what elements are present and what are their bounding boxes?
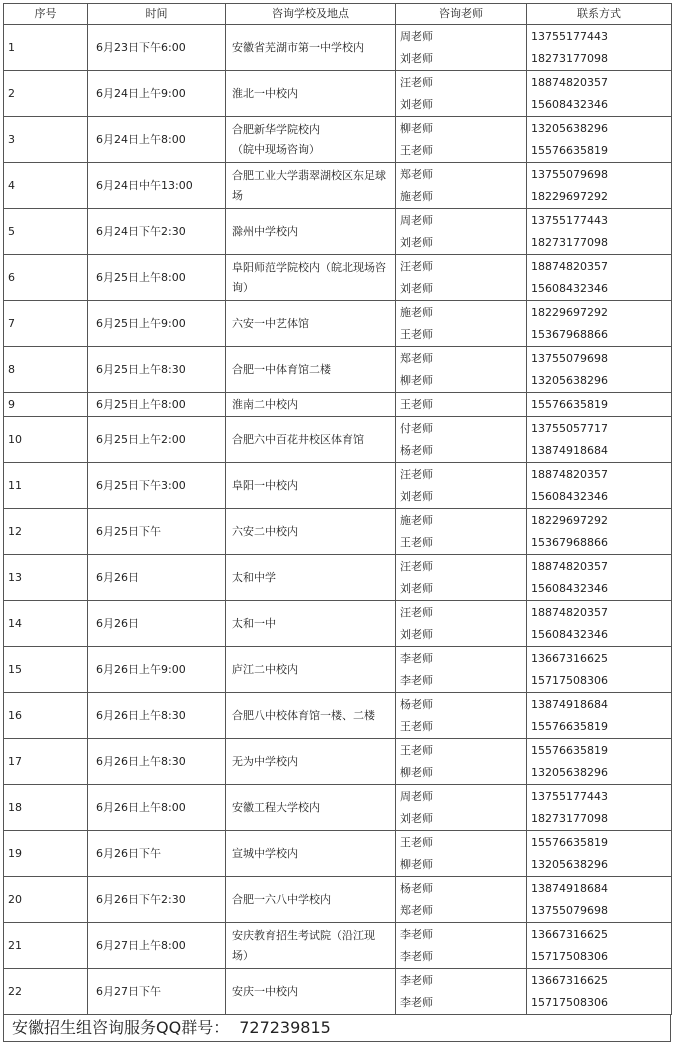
table-row: [4, 785, 672, 831]
phone-number: 13205638296: [531, 121, 608, 135]
phone-number: 18229697292: [531, 305, 608, 319]
row-number: 1: [4, 25, 88, 71]
row-number: 3: [4, 117, 88, 163]
header-place: 咨询学校及地点: [226, 4, 396, 25]
row-number: 8: [4, 347, 88, 393]
table-row: [4, 969, 672, 1015]
teacher-name: 王老师: [400, 719, 433, 733]
teacher-name: 王老师: [400, 535, 433, 549]
row-phones: [527, 509, 672, 555]
row-teachers: [396, 163, 527, 209]
teacher-name: 汪老师: [400, 467, 433, 481]
phone-number: 15576635819: [531, 743, 608, 757]
row-phones: [527, 463, 672, 509]
phone-number: 18229697292: [531, 513, 608, 527]
teacher-name: 王老师: [400, 835, 433, 849]
phone-number: 13755079698: [531, 351, 608, 365]
row-teachers: [396, 117, 527, 163]
row-teachers: [396, 555, 527, 601]
row-number: 21: [4, 923, 88, 969]
row-place: 六安一中艺体馆: [226, 301, 396, 347]
table-row: [4, 831, 672, 877]
row-phones: [527, 71, 672, 117]
row-number: 6: [4, 255, 88, 301]
row-time: 6月26日上午8:00: [88, 785, 226, 831]
row-time: 6月26日上午9:00: [88, 647, 226, 693]
row-teachers: [396, 25, 527, 71]
row-time: 6月23日下午6:00: [88, 25, 226, 71]
teacher-name: 杨老师: [400, 443, 433, 457]
phone-number: 18273177098: [531, 235, 608, 249]
row-phones: [527, 347, 672, 393]
teacher-name: 周老师: [400, 213, 433, 227]
row-number: 16: [4, 693, 88, 739]
phone-number: 18874820357: [531, 559, 608, 573]
table-row: [4, 347, 672, 393]
phone-number: 13667316625: [531, 651, 608, 665]
phone-number: 13205638296: [531, 857, 608, 871]
row-phones: [527, 555, 672, 601]
teacher-name: 王老师: [400, 743, 433, 757]
row-phones: [527, 739, 672, 785]
row-phones: [527, 969, 672, 1015]
teacher-name: 汪老师: [400, 559, 433, 573]
row-place: 安徽工程大学校内: [226, 785, 396, 831]
teacher-name: 刘老师: [400, 235, 433, 249]
row-time: 6月24日上午9:00: [88, 71, 226, 117]
table-row: [4, 923, 672, 969]
row-teachers: [396, 831, 527, 877]
phone-number: 13755079698: [531, 167, 608, 181]
row-place: 太和中学: [226, 555, 396, 601]
phone-number: 15576635819: [531, 397, 608, 411]
phone-number: 15608432346: [531, 627, 608, 641]
row-time: 6月25日上午2:00: [88, 417, 226, 463]
row-time: 6月25日上午8:00: [88, 255, 226, 301]
teacher-name: 郑老师: [400, 167, 433, 181]
table-row: [4, 739, 672, 785]
row-teachers: [396, 347, 527, 393]
table-row: [4, 693, 672, 739]
phone-number: 13667316625: [531, 927, 608, 941]
row-time: 6月27日下午: [88, 969, 226, 1015]
row-time: 6月25日上午8:00: [88, 393, 226, 417]
row-phones: [527, 393, 672, 417]
phone-number: 15576635819: [531, 143, 608, 157]
phone-number: 18874820357: [531, 259, 608, 273]
teacher-name: 施老师: [400, 513, 433, 527]
row-phones: [527, 601, 672, 647]
row-teachers: [396, 71, 527, 117]
row-number: 9: [4, 393, 88, 417]
row-time: 6月24日中午13:00: [88, 163, 226, 209]
teacher-name: 周老师: [400, 789, 433, 803]
teacher-name: 汪老师: [400, 259, 433, 273]
row-time: 6月26日下午: [88, 831, 226, 877]
phone-number: 18874820357: [531, 75, 608, 89]
row-number: 2: [4, 71, 88, 117]
teacher-name: 柳老师: [400, 121, 433, 135]
phone-number: 13755177443: [531, 789, 608, 803]
header-row: [4, 4, 672, 25]
row-teachers: [396, 739, 527, 785]
table-row: [4, 509, 672, 555]
row-time: 6月26日: [88, 601, 226, 647]
teacher-name: 郑老师: [400, 351, 433, 365]
teacher-name: 柳老师: [400, 373, 433, 387]
row-teachers: [396, 255, 527, 301]
teacher-name: 刘老师: [400, 97, 433, 111]
consultation-schedule-table: [3, 3, 672, 1015]
row-time: 6月25日上午8:30: [88, 347, 226, 393]
row-place: 六安二中校内: [226, 509, 396, 555]
table-row: [4, 255, 672, 301]
row-teachers: [396, 393, 527, 417]
table-row: [4, 25, 672, 71]
teacher-name: 王老师: [400, 327, 433, 341]
row-place: 合肥工业大学翡翠湖校区东足球场: [226, 163, 396, 209]
row-time: 6月26日: [88, 555, 226, 601]
row-time: 6月24日上午8:00: [88, 117, 226, 163]
row-place: 安庆教育招生考试院（沿江现场）: [226, 923, 396, 969]
phone-number: 15576635819: [531, 719, 608, 733]
row-place: 淮北一中校内: [226, 71, 396, 117]
row-place: 合肥八中校体育馆一楼、二楼: [226, 693, 396, 739]
row-place: 安庆一中校内: [226, 969, 396, 1015]
row-number: 10: [4, 417, 88, 463]
teacher-name: 杨老师: [400, 881, 433, 895]
table-row: [4, 601, 672, 647]
row-place: 阜阳一中校内: [226, 463, 396, 509]
phone-number: 18874820357: [531, 605, 608, 619]
teacher-name: 刘老师: [400, 51, 433, 65]
row-number: 22: [4, 969, 88, 1015]
row-phones: [527, 693, 672, 739]
row-number: 19: [4, 831, 88, 877]
row-phones: [527, 877, 672, 923]
row-place: 宣城中学校内: [226, 831, 396, 877]
table-row: [4, 209, 672, 255]
table-row: [4, 463, 672, 509]
phone-number: 13755177443: [531, 29, 608, 43]
row-place: 滁州中学校内: [226, 209, 396, 255]
row-place: 合肥六中百花井校区体育馆: [226, 417, 396, 463]
table-body: [4, 25, 672, 1015]
qq-group-number: 727239815: [239, 1018, 331, 1037]
teacher-name: 杨老师: [400, 697, 433, 711]
row-phones: [527, 117, 672, 163]
phone-number: 15608432346: [531, 581, 608, 595]
row-number: 5: [4, 209, 88, 255]
teacher-name: 汪老师: [400, 75, 433, 89]
phone-number: 18273177098: [531, 51, 608, 65]
teacher-name: 李老师: [400, 673, 433, 687]
table-row: [4, 877, 672, 923]
row-teachers: [396, 877, 527, 923]
teacher-name: 刘老师: [400, 489, 433, 503]
row-number: 7: [4, 301, 88, 347]
row-teachers: [396, 463, 527, 509]
table-row: [4, 301, 672, 347]
table-row: [4, 117, 672, 163]
row-time: 6月25日上午9:00: [88, 301, 226, 347]
row-teachers: [396, 301, 527, 347]
phone-number: 15367968866: [531, 535, 608, 549]
header-number: 序号: [4, 4, 88, 25]
phone-number: 13874918684: [531, 881, 608, 895]
phone-number: 15608432346: [531, 281, 608, 295]
row-time: 6月26日下午2:30: [88, 877, 226, 923]
row-teachers: [396, 601, 527, 647]
phone-number: 15367968866: [531, 327, 608, 341]
phone-number: 15576635819: [531, 835, 608, 849]
teacher-name: 施老师: [400, 305, 433, 319]
row-place: 合肥新华学院校内 （皖中现场咨询）: [226, 117, 396, 163]
teacher-name: 付老师: [400, 421, 433, 435]
row-place: 无为中学校内: [226, 739, 396, 785]
teacher-name: 郑老师: [400, 903, 433, 917]
table-row: [4, 555, 672, 601]
phone-number: 13755177443: [531, 213, 608, 227]
row-number: 11: [4, 463, 88, 509]
row-phones: [527, 831, 672, 877]
row-number: 17: [4, 739, 88, 785]
teacher-name: 刘老师: [400, 627, 433, 641]
row-number: 12: [4, 509, 88, 555]
teacher-name: 施老师: [400, 189, 433, 203]
row-place: 庐江二中校内: [226, 647, 396, 693]
teacher-name: 王老师: [400, 143, 433, 157]
teacher-name: 柳老师: [400, 765, 433, 779]
table-row: [4, 647, 672, 693]
row-teachers: [396, 417, 527, 463]
phone-number: 13874918684: [531, 443, 608, 457]
row-phones: [527, 209, 672, 255]
teacher-name: 刘老师: [400, 281, 433, 295]
row-phones: [527, 923, 672, 969]
teacher-name: 李老师: [400, 995, 433, 1009]
row-phones: [527, 25, 672, 71]
row-place: 合肥一中体育馆二楼: [226, 347, 396, 393]
teacher-name: 刘老师: [400, 581, 433, 595]
teacher-name: 王老师: [400, 397, 433, 411]
row-place: 安徽省芜湖市第一中学校内: [226, 25, 396, 71]
phone-number: 18229697292: [531, 189, 608, 203]
phone-number: 18273177098: [531, 811, 608, 825]
row-time: 6月25日下午: [88, 509, 226, 555]
schedule-document: [3, 3, 671, 1042]
row-time: 6月26日上午8:30: [88, 739, 226, 785]
table-row: [4, 71, 672, 117]
row-phones: [527, 785, 672, 831]
table-row: [4, 417, 672, 463]
row-number: 18: [4, 785, 88, 831]
row-teachers: [396, 509, 527, 555]
row-phones: [527, 255, 672, 301]
teacher-name: 刘老师: [400, 811, 433, 825]
teacher-name: 李老师: [400, 651, 433, 665]
phone-number: 18874820357: [531, 467, 608, 481]
row-time: 6月26日上午8:30: [88, 693, 226, 739]
phone-number: 15717508306: [531, 949, 608, 963]
phone-number: 13205638296: [531, 373, 608, 387]
teacher-name: 柳老师: [400, 857, 433, 871]
row-teachers: [396, 647, 527, 693]
row-place: 太和一中: [226, 601, 396, 647]
teacher-name: 汪老师: [400, 605, 433, 619]
phone-number: 13205638296: [531, 765, 608, 779]
row-teachers: [396, 693, 527, 739]
phone-number: 15608432346: [531, 97, 608, 111]
teacher-name: 周老师: [400, 29, 433, 43]
header-time: 时间: [88, 4, 226, 25]
teacher-name: 李老师: [400, 949, 433, 963]
phone-number: 15717508306: [531, 995, 608, 1009]
row-number: 13: [4, 555, 88, 601]
phone-number: 13874918684: [531, 697, 608, 711]
row-teachers: [396, 969, 527, 1015]
phone-number: 13755079698: [531, 903, 608, 917]
row-phones: [527, 417, 672, 463]
row-place: 淮南二中校内: [226, 393, 396, 417]
phone-number: 13755057717: [531, 421, 608, 435]
row-phones: [527, 163, 672, 209]
row-place: 合肥一六八中学校内: [226, 877, 396, 923]
row-phones: [527, 647, 672, 693]
row-phones: [527, 301, 672, 347]
phone-number: 15717508306: [531, 673, 608, 687]
row-number: 15: [4, 647, 88, 693]
row-number: 4: [4, 163, 88, 209]
row-teachers: [396, 785, 527, 831]
table-row: [4, 393, 672, 417]
header-teacher: 咨询老师: [396, 4, 527, 25]
teacher-name: 李老师: [400, 973, 433, 987]
qq-group-label: 安徽招生组咨询服务QQ群号：: [12, 1018, 230, 1037]
phone-number: 15608432346: [531, 489, 608, 503]
table-row: [4, 163, 672, 209]
row-teachers: [396, 923, 527, 969]
row-number: 20: [4, 877, 88, 923]
teacher-name: 李老师: [400, 927, 433, 941]
qq-group-footer: [3, 1015, 671, 1042]
header-contact: 联系方式: [527, 4, 672, 25]
row-time: 6月24日下午2:30: [88, 209, 226, 255]
row-place: 阜阳师范学院校内（皖北现场咨询）: [226, 255, 396, 301]
row-number: 14: [4, 601, 88, 647]
row-teachers: [396, 209, 527, 255]
row-time: 6月25日下午3:00: [88, 463, 226, 509]
row-time: 6月27日上午8:00: [88, 923, 226, 969]
phone-number: 13667316625: [531, 973, 608, 987]
